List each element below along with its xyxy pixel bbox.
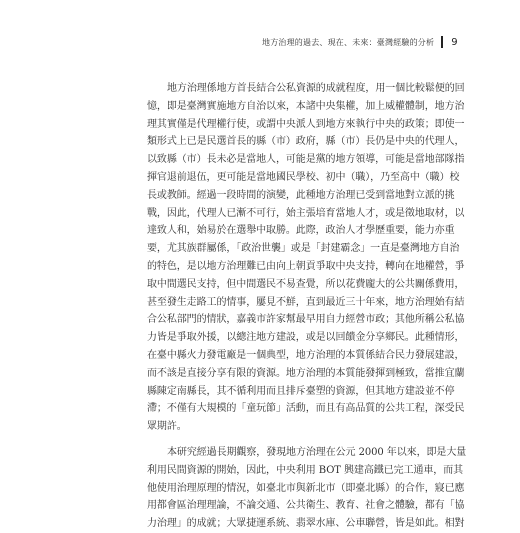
- paragraph-spacer: [147, 436, 394, 444]
- text-line: 甚至發生走路工的情事，屢見不鮮，直到最近三十年來，地方治理始有結: [147, 296, 465, 308]
- text-line: 地方治理係地方首長結合公私資源的成就程度，用一個比較鬆便的回: [167, 83, 465, 94]
- text-line: 類形式上已是民選首長的縣（市）政府，縣（市）長仍是中央的代理人，: [147, 136, 465, 148]
- running-header-title: 地方治理的過去、現在、未來：臺灣經驗的分析: [262, 37, 435, 47]
- text-line: 合公私部門的情狀，嘉義市許家幫最早用自力經營市政；其他所稱公私協: [147, 314, 465, 326]
- paragraph-1: [147, 80, 465, 436]
- text-line: 用都會區治理理論，不論交通、公共衛生、教育、社會之體驗，都有「協: [147, 500, 465, 512]
- text-line: 力皆是爭取外援，以總注地方建設，或是以回饋金分享鄉民。此種情形，: [147, 332, 465, 344]
- text-line: 利用民間資源的開始，因此，中央利用 BOT 興建高鐵已完工通車，而其: [147, 464, 464, 476]
- page-number: 9: [451, 36, 458, 48]
- text-line: 他使用治理原理的情況，如臺北市與新北市（即臺北縣）的合作，寢已應: [147, 482, 465, 494]
- text-line: 力治理」的成就；大眾捷運系統、翡翠水庫、公車聯營，皆是如此。相對: [147, 518, 465, 530]
- running-header: [262, 36, 458, 48]
- text-line: 揮官退前退伍，更可能是當地國民學校、初中（職），乃至高中（職）校: [147, 171, 460, 183]
- text-line: 的特色，是以地方治理難已由向上朝貢爭取中央支持，轉向在地權營，爭: [147, 260, 465, 272]
- header-divider: [441, 36, 443, 48]
- text-line: 理其實僅是代理權行使，或謂中央派人到地方來執行中央的政策；即使一: [147, 118, 465, 130]
- text-line: 眾期許。: [147, 421, 187, 433]
- text-line: 達致人和，始易於在選舉中取勝。此際，政治人才學歷重要，能力亦重: [147, 225, 455, 237]
- text-line: 滯；不僅有大規模的「童玩節」活動，而且有高品質的公共工程，深受民: [147, 403, 465, 415]
- text-line: 在臺中縣火力發電廠是一個典型，地方治理的本質係結合民力發展建設，: [147, 349, 465, 361]
- text-line: 戰，因此，代理人已漸不可行，始主張培育當地人才，或是徵地取材，以: [147, 207, 465, 219]
- text-line: 縣陳定南縣長，其不循利用而且排斥臺塑的資源，但其地方建設並不停: [147, 385, 455, 397]
- text-line: 長或教師。經過一段時間的演變，此種地方治理已受到當地對立派的挑: [147, 189, 455, 201]
- text-line: 本研究經過長期觀察，發現地方治理在公元 2000 年以來，即是大量: [167, 446, 467, 458]
- text-line: 以致縣（市）長未必是當地人，可能是黨的地方領導，可能是當地部隊指: [147, 154, 465, 166]
- text-line: 取中間選民支持，但中間選民不易查覺，所以花費龐大的公共關係費用，: [147, 278, 465, 290]
- paragraph-2: [147, 444, 467, 533]
- text-line: 而不該是直接分享有限的資源。地方治理的本質能發揮到極致，當推宜蘭: [147, 367, 465, 379]
- text-line: 要，尤其族群屬係，「政治世襲」或是「封建霸念」一直是臺灣地方自治: [147, 243, 460, 255]
- body-text: [147, 80, 467, 533]
- text-line: 憶，即是臺灣實施地方自治以來，本諸中央集權，加上威權體制，地方治: [147, 100, 465, 112]
